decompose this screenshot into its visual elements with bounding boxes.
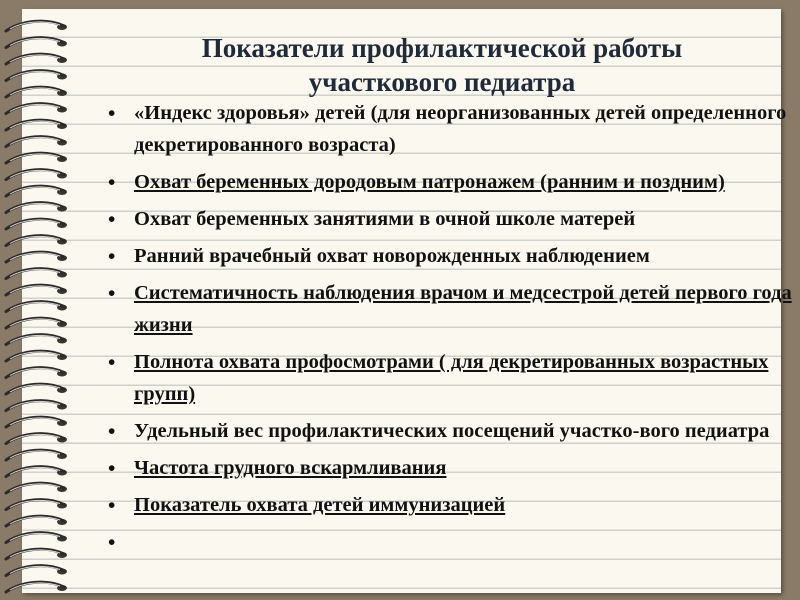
- spiral-ring-icon: [6, 582, 67, 592]
- spiral-ring-icon: [6, 368, 67, 378]
- notebook-page: [22, 9, 792, 593]
- spiral-ring-icon: [6, 38, 67, 48]
- list-item: [107, 452, 800, 484]
- list-item: [107, 277, 800, 341]
- list-item-text: Систематичность наблюдения врачом и медсестрой детей первого года жизни: [134, 282, 792, 336]
- spiral-ring-icon: [6, 450, 67, 460]
- empty-list-item: [107, 526, 800, 554]
- spiral-ring-icon: [6, 186, 67, 196]
- spiral-ring-icon: [6, 285, 67, 295]
- spiral-ring-icon: [6, 71, 67, 81]
- spiral-ring-icon: [6, 401, 67, 411]
- spiral-ring-icon: [6, 483, 67, 493]
- spiral-ring-icon: [6, 137, 67, 147]
- spiral-ring-icon: [6, 467, 67, 477]
- list-item-text: Удельный вес профилактических посещений участко-вого педиатра: [134, 420, 770, 442]
- list-item-text: Показатель охвата детей иммунизацией: [134, 494, 506, 516]
- spiral-ring-icon: [6, 54, 67, 64]
- spiral-ring-icon: [6, 269, 67, 279]
- list-item-text: «Индекс здоровья» детей (для неорганизованных детей определенного декретированного возраста): [134, 102, 787, 156]
- spiral-ring-icon: [6, 120, 67, 130]
- slide-title: [112, 31, 772, 99]
- title-line-1: Показатели профилактической работы: [201, 33, 683, 63]
- spiral-ring-icon: [6, 87, 67, 97]
- spiral-ring-icon: [6, 434, 67, 444]
- spiral-ring-icon: [6, 500, 67, 510]
- spiral-ring-icon: [6, 384, 67, 394]
- list-item-text: Охват беременных занятиями в очной школе матерей: [134, 208, 636, 230]
- indicator-list: [107, 97, 800, 559]
- spiral-ring-icon: [6, 566, 67, 576]
- spiral-ring-icon: [6, 153, 67, 163]
- spiral-ring-icon: [6, 252, 67, 262]
- spiral-ring-icon: [6, 236, 67, 246]
- spiral-ring-icon: [6, 417, 67, 427]
- spiral-ring-icon: [6, 351, 67, 361]
- spiral-ring-icon: [6, 533, 67, 543]
- spiral-ring-icon: [6, 104, 67, 114]
- spiral-ring-icon: [6, 302, 67, 312]
- list-item-text: Полнота охвата профосмотрами ( для декретированных возрастных групп): [134, 351, 769, 405]
- spiral-ring-icon: [6, 335, 67, 345]
- spiral-ring-icon: [6, 170, 67, 180]
- spiral-ring-icon: [6, 21, 67, 31]
- list-item-text: Частота грудного вскармливания: [134, 457, 447, 479]
- spiral-ring-icon: [6, 203, 67, 213]
- spiral-ring-icon: [6, 549, 67, 559]
- spiral-ring-icon: [6, 219, 67, 229]
- list-item: [107, 346, 800, 410]
- list-item: [107, 203, 800, 235]
- list-item: [107, 415, 800, 447]
- list-item-text: Охват беременных дородовым патронажем (ранним и поздним): [134, 171, 725, 193]
- title-line-2: участкового педиатра: [308, 67, 576, 97]
- list-item: [107, 166, 800, 198]
- spiral-ring-icon: [6, 318, 67, 328]
- list-item: [107, 97, 800, 161]
- spiral-ring-icon: [6, 516, 67, 526]
- list-item: [107, 489, 800, 521]
- spiral-binding-icon: [2, 14, 82, 594]
- list-item: [107, 240, 800, 272]
- list-item-text: Ранний врачебный охват новорожденных наблюдением: [134, 245, 650, 267]
